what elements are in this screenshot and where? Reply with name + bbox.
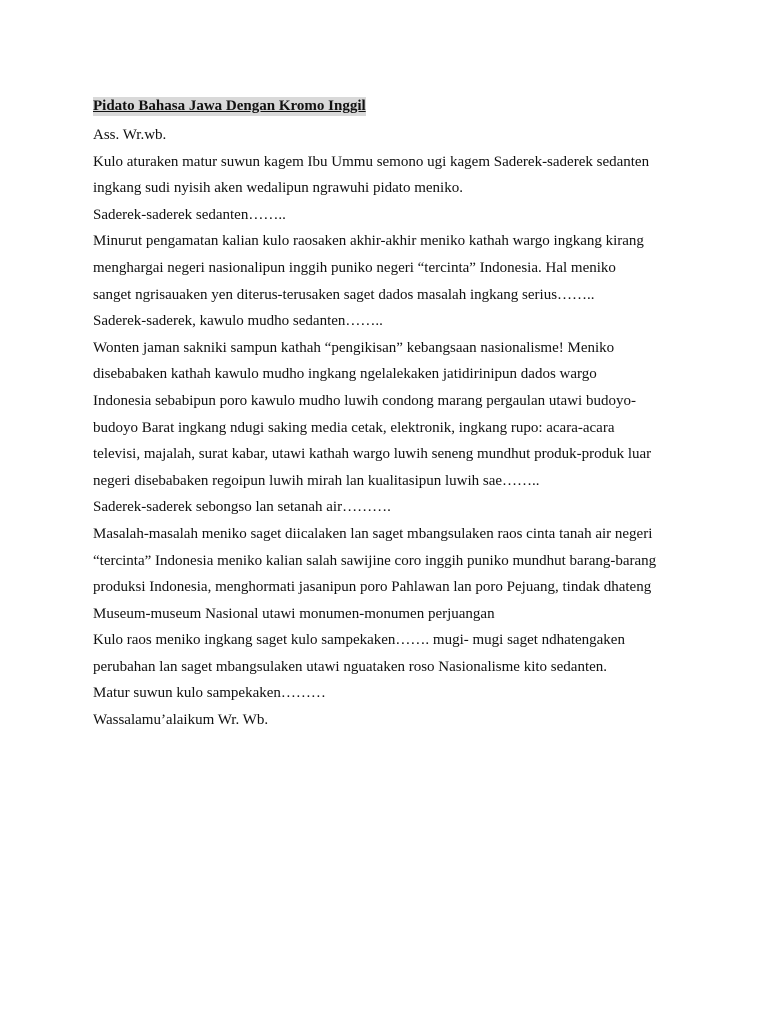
- text-line: budoyo Barat ingkang ndugi saking media cetak, elektronik, ingkang rupo: acara-acara: [93, 419, 615, 436]
- text-line: negeri disebabaken regoipun luwih mirah lan kualitasipun luwih sae……..: [93, 472, 540, 489]
- text-line: Indonesia sebabipun poro kawulo mudho luwih condong marang pergaulan utawi budoyo-: [93, 392, 636, 409]
- text-line: Museum-museum Nasional utawi monumen-monumen perjuangan: [93, 605, 495, 622]
- text-line: televisi, majalah, surat kabar, utawi kathah wargo luwih seneng mundhut produk-produk luar: [93, 446, 652, 463]
- text-line: Minurut pengamatan kalian kulo raosaken akhir-akhir meniko kathah wargo ingkang kirang: [93, 233, 644, 250]
- document-page: [93, 93, 683, 734]
- text-line: sanget ngrisauaken yen diterus-terusaken saget dados masalah ingkang serius……..: [93, 286, 595, 303]
- text-line: menghargai negeri nasionalipun inggih puniko negeri “tercinta” Indonesia. Hal meniko: [93, 259, 616, 276]
- document-body: [93, 122, 683, 734]
- text-line: ingkang sudi nyisih aken wedalipun ngrawuhi pidato meniko.: [93, 180, 463, 197]
- text-line: Saderek-saderek sedanten……..: [93, 206, 286, 223]
- text-line: produksi Indonesia, menghormati jasanipun poro Pahlawan lan poro Pejuang, tindak dhateng: [93, 579, 652, 596]
- text-line: “tercinta” Indonesia meniko kalian salah sawijine coro inggih puniko mundhut barang-barang: [93, 552, 657, 569]
- text-line-closing: Wassalamu’alaikum Wr. Wb.: [93, 712, 269, 729]
- text-line: perubahan lan saget mbangsulaken utawi nguataken roso Nasionalisme kito sedanten.: [93, 658, 608, 675]
- text-line: Saderek-saderek sebongso lan setanah air……….: [93, 499, 391, 516]
- text-line-greeting: Ass. Wr.wb.: [93, 127, 167, 143]
- text-line: Kulo aturaken matur suwun kagem Ibu Ummu semono ugi kagem Saderek-saderek sedanten: [93, 153, 650, 170]
- text-line: Matur suwun kulo sampekaken………: [93, 685, 326, 702]
- text-line: Kulo raos meniko ingkang saget kulo sampekaken……. mugi- mugi saget ndhatengaken: [93, 632, 625, 649]
- document-title: Pidato Bahasa Jawa Dengan Kromo Inggil: [93, 98, 366, 114]
- text-line: Masalah-masalah meniko saget diicalaken lan saget mbangsulaken raos cinta tanah air negeri: [93, 525, 653, 542]
- text-line: disebabaken kathah kawulo mudho ingkang ngelalekaken jatidirinipun dados wargo: [93, 366, 597, 383]
- text-line: Wonten jaman sakniki sampun kathah “pengikisan” kebangsaan nasionalisme! Meniko: [93, 339, 615, 356]
- text-line: Saderek-saderek, kawulo mudho sedanten……..: [93, 313, 383, 330]
